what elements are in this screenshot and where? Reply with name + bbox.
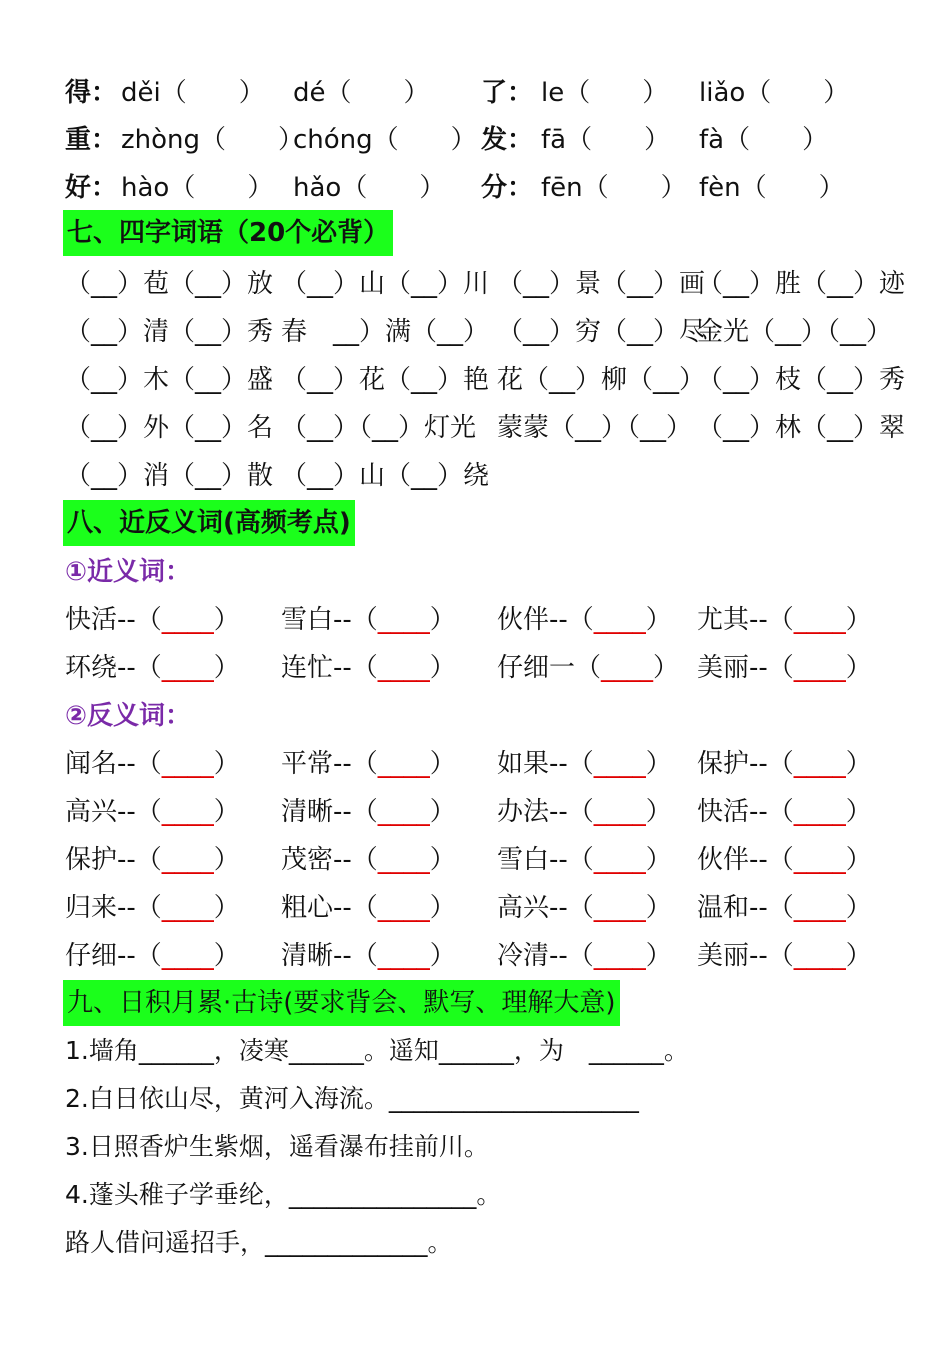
pinyin-item: fà（ ） (699, 125, 829, 155)
idiom-item: （__）胜（__）迹 (697, 269, 906, 299)
word-pair: 平常--（____） (281, 749, 456, 779)
antonym-row-5 (65, 936, 925, 976)
pinyin-item: hào（ ） (121, 173, 274, 203)
pinyin-item: fèn（ ） (699, 173, 845, 203)
word-pair: 美丽--（____） (697, 653, 872, 683)
idiom-item: （__）消（__）散 (65, 461, 274, 491)
idiom-item: 金光（__）（__） (697, 317, 893, 347)
word-pair: 清晰--（____） (281, 797, 456, 827)
idiom-item: （__）景（__）画 (497, 269, 706, 299)
idiom-row-3 (65, 360, 925, 400)
idiom-item: （__）外（__）名 (65, 413, 274, 443)
pinyin-item: chóng（ ） (293, 125, 477, 155)
word-pair: 闻名--（____） (65, 749, 240, 779)
word-pair: 雪白--（____） (281, 605, 456, 635)
idiom-item: （__）山（__）川 (281, 269, 490, 299)
idiom-row-1 (65, 264, 925, 304)
word-pair: 粗心--（____） (281, 893, 456, 923)
idiom-item: （__）穷（__）尽 (497, 317, 706, 347)
word-pair: 温和--（____） (697, 893, 872, 923)
word-pair: 快活--（____） (697, 797, 872, 827)
word-pair: 办法--（____） (497, 797, 672, 827)
poem-line-3: 3.日照香炉生紫烟，遥看瀑布挂前川。 (65, 1132, 489, 1161)
word-pair: 保护--（____） (65, 845, 240, 875)
synonyms-title: ①近义词： (65, 557, 192, 587)
word-pair: 如果--（____） (497, 749, 672, 779)
antonym-row-1 (65, 744, 925, 784)
word-pair: 高兴--（____） (65, 797, 240, 827)
section-9-title: 九、日积月累·古诗(要求背会、默写、理解大意) (63, 980, 620, 1026)
word-pair: 伙伴--（____） (497, 605, 672, 635)
word-pair: 快活--（____） (65, 605, 240, 635)
synonym-row-1 (65, 600, 925, 640)
pinyin-item: dé（ ） (293, 78, 430, 108)
pinyin-char: 了： (481, 78, 534, 108)
poem-line-5: 路人借问遥招手，_____________。 (65, 1228, 453, 1257)
pinyin-row-1 (65, 73, 925, 113)
antonyms-title: ②反义词： (65, 701, 192, 731)
word-pair: 美丽--（____） (697, 941, 872, 971)
word-pair: 归来--（____） (65, 893, 240, 923)
idiom-item: （__）苞（__）放 (65, 269, 274, 299)
word-pair: 清晰--（____） (281, 941, 456, 971)
idiom-item: （__）林（__）翠 (697, 413, 906, 443)
pinyin-char: 分： (481, 173, 534, 203)
idiom-item: （__）（__）灯光 (281, 413, 477, 443)
pinyin-char: 重： (65, 125, 118, 155)
pinyin-item: fēn（ ） (541, 173, 687, 203)
word-pair: 高兴--（____） (497, 893, 672, 923)
pinyin-row-2 (65, 120, 925, 160)
idiom-row-5 (65, 456, 925, 496)
pinyin-char: 好： (65, 173, 118, 203)
pinyin-item: děi（ ） (121, 78, 265, 108)
section-7-title: 七、四字词语（20个必背） (63, 210, 393, 256)
word-pair: 伙伴--（____） (697, 845, 872, 875)
pinyin-item: hǎo（ ） (293, 173, 446, 203)
idiom-item: （__）山（__）绕 (281, 461, 490, 491)
pinyin-item: liǎo（ ） (699, 78, 850, 108)
pinyin-char: 得： (65, 78, 118, 108)
word-pair: 尤其--（____） (697, 605, 872, 635)
word-pair: 冷清--（____） (497, 941, 672, 971)
pinyin-char: 发： (481, 125, 534, 155)
word-pair: 环绕--（____） (65, 653, 240, 683)
idiom-item: （__）清（__）秀 (65, 317, 274, 347)
pinyin-item: fā（ ） (541, 125, 671, 155)
idiom-item: （__）花（__）艳 (281, 365, 490, 395)
word-pair: 雪白--（____） (497, 845, 672, 875)
idiom-row-2 (65, 312, 925, 352)
synonym-row-2 (65, 648, 925, 688)
poem-line-1: 1.墙角______，凌寒______。遥知______，为 ______。 (65, 1036, 689, 1065)
section-8-title: 八、近反义词(高频考点) (63, 500, 355, 546)
idiom-item: （__）枝（__）秀 (697, 365, 906, 395)
word-pair: 仔细--（____） (65, 941, 240, 971)
pinyin-row-3 (65, 168, 925, 208)
pinyin-item: le（ ） (541, 78, 669, 108)
poem-line-2: 2.白日依山尽，黄河入海流。____________________ (65, 1084, 639, 1113)
idiom-item: 花（__）柳（__） (497, 365, 706, 395)
idiom-item: 春 __）满（__） (281, 317, 490, 347)
antonym-row-2 (65, 792, 925, 832)
word-pair: 连忙--（____） (281, 653, 456, 683)
antonym-row-4 (65, 888, 925, 928)
antonym-row-3 (65, 840, 925, 880)
idiom-row-4 (65, 408, 925, 448)
idiom-item: 蒙蒙（__）（__） (497, 413, 693, 443)
word-pair: 仔细一（____） (497, 653, 680, 683)
poem-line-4: 4.蓬头稚子学垂纶，_______________。 (65, 1180, 502, 1209)
pinyin-item: zhòng（ ） (121, 125, 305, 155)
word-pair: 保护--（____） (697, 749, 872, 779)
word-pair: 茂密--（____） (281, 845, 456, 875)
idiom-item: （__）木（__）盛 (65, 365, 274, 395)
